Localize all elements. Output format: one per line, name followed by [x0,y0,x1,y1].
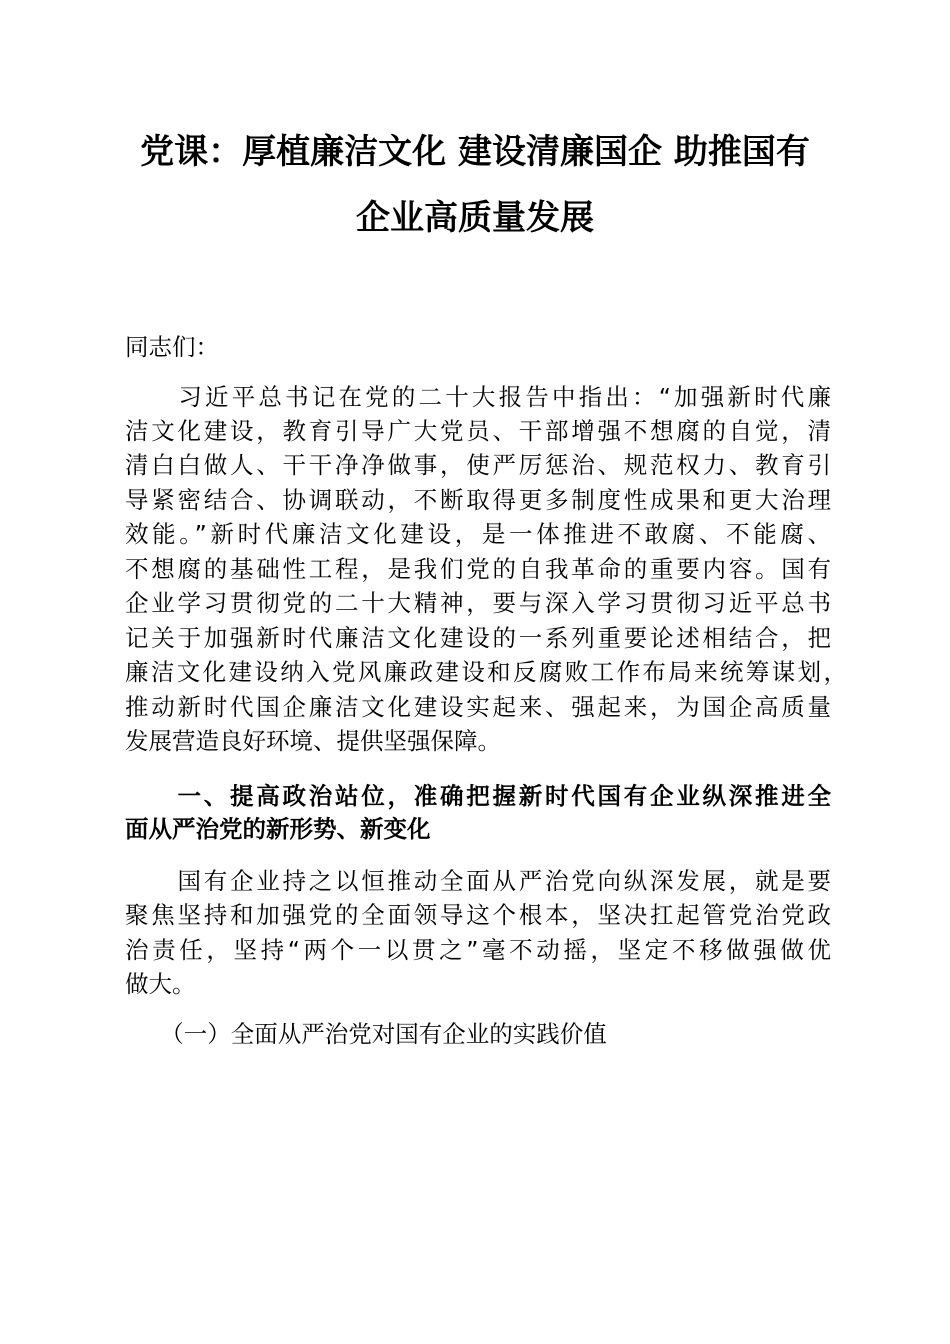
paragraph-line: 发展营造良好环境、提供坚强保障。 [125,727,501,755]
heading-line: 一、提高政治站位，准确把握新时代国有企业纵深推进全 [125,782,831,810]
paragraph-line: 推动新时代国企廉洁文化建设实起来、强起来，为国企高质量 [125,693,831,721]
paragraph-line: 清白白做人、干干净净做事，使严厉惩治、规范权力、教育引 [125,451,831,479]
heading-line: 面从严治党的新形势、新变化 [125,815,431,843]
paragraph-line: 不想腐的基础性工程，是我们党的自我革命的重要内容。国有 [125,555,831,583]
paragraph-line: 习近平总书记在党的二十大报告中指出：“加强新时代廉 [125,383,831,411]
subsection-heading-1: （一）全面从严治党对国有企业的实践价值 [125,1020,607,1048]
paragraph-line: 聚焦坚持和加强党的全面领导这个根本，坚决扛起管党治党政 [125,901,831,929]
paragraph-line: 效能。”新时代廉洁文化建设，是一体推进不敢腐、不能腐、 [125,520,831,548]
paragraph-line: 治责任，坚持“两个一以贯之”毫不动摇，坚定不移做强做优 [125,936,831,964]
paragraph-line: 洁文化建设，教育引导广大党员、干部增强不想腐的自觉，清 [125,417,831,445]
paragraph-line: 导紧密结合、协调联动，不断取得更多制度性成果和更大治理 [125,486,831,514]
paragraph-line: 做大。 [125,970,196,998]
paragraph-line: 廉洁文化建设纳入党风廉政建设和反腐败工作布局来统筹谋划， [125,658,847,686]
document-title-line-1: 党课：厚植廉洁文化 建设清廉国企 助推国有 [140,132,810,172]
paragraph-line: 记关于加强新时代廉洁文化建设的一系列重要论述相结合，把 [125,624,831,652]
paragraph-line: 国有企业持之以恒推动全面从严治党向纵深发展，就是要 [125,867,831,895]
document-title-line-2: 企业高质量发展 [356,198,594,238]
salutation: 同志们： [125,333,219,361]
paragraph-line: 企业学习贯彻党的二十大精神，要与深入学习贯彻习近平总书 [125,589,831,617]
